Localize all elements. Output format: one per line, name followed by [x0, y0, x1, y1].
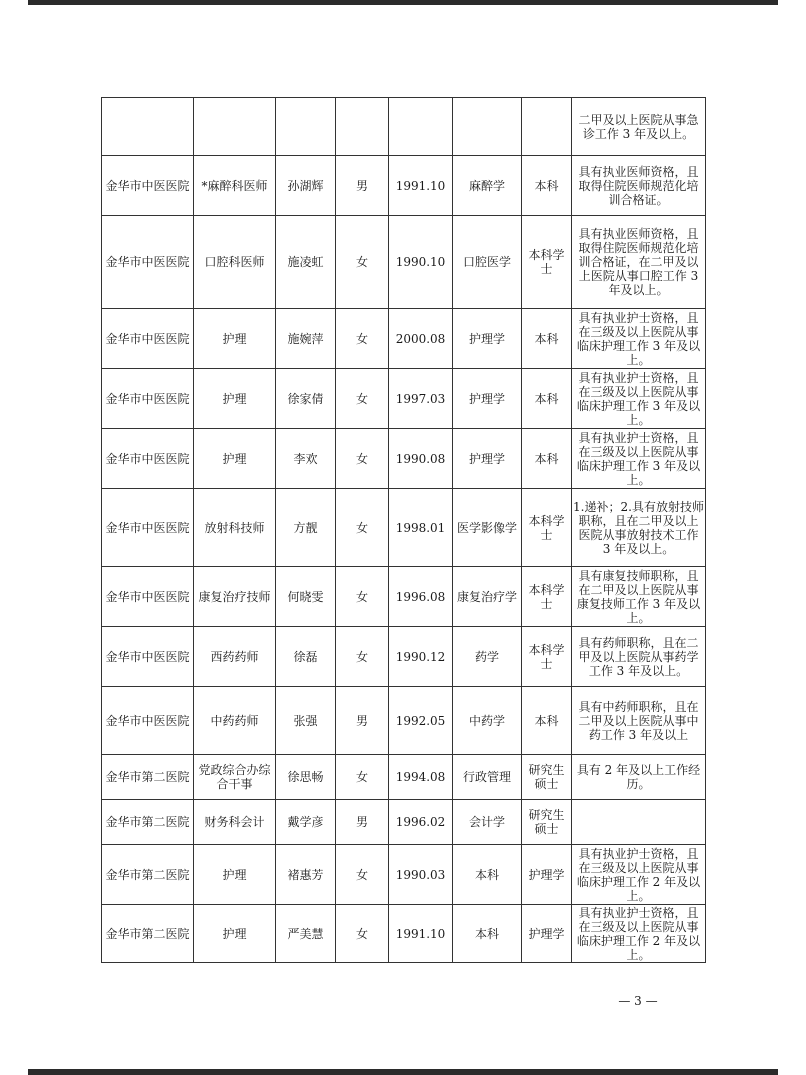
table-row — [102, 687, 706, 755]
cell-degree: 护理学 — [522, 905, 572, 963]
cell-gender: 女 — [336, 567, 389, 627]
cell-gender: 女 — [336, 627, 389, 687]
cell-unit: 金华市中医医院 — [102, 216, 194, 309]
table-row — [102, 755, 706, 800]
cell-degree: 护理学 — [522, 845, 572, 905]
cell-name: 张强 — [276, 687, 336, 755]
cell-gender: 男 — [336, 687, 389, 755]
cell-degree: 研究生硕士 — [522, 755, 572, 800]
cell-major: 本科 — [453, 905, 522, 963]
cell-requirement: 具有执业医师资格，且取得住院医师规范化培训合格证，在二甲及以上医院从事口腔工作 3 年及以上。 — [572, 216, 706, 309]
table-row — [102, 489, 706, 567]
cell-major: 麻醉学 — [453, 156, 522, 216]
table-row — [102, 156, 706, 216]
cell-position — [194, 98, 276, 156]
table-row — [102, 627, 706, 687]
cell-gender — [336, 98, 389, 156]
cell-position: 口腔科医师 — [194, 216, 276, 309]
cell-major: 行政管理 — [453, 755, 522, 800]
cell-position: 护理 — [194, 905, 276, 963]
cell-requirement: 具有中药师职称，且在二甲及以上医院从事中药工作 3 年及以上 — [572, 687, 706, 755]
cell-major: 护理学 — [453, 429, 522, 489]
top-border-bar — [28, 0, 778, 5]
cell-name: 徐家倩 — [276, 369, 336, 429]
cell-requirement: 具有药师职称，且在二甲及以上医院从事药学工作 3 年及以上。 — [572, 627, 706, 687]
cell-requirement: 具有执业护士资格，且在三级及以上医院从事临床护理工作 2 年及以上。 — [572, 845, 706, 905]
cell-degree: 本科 — [522, 429, 572, 489]
cell-major: 中药学 — [453, 687, 522, 755]
cell-major: 会计学 — [453, 800, 522, 845]
table-row — [102, 309, 706, 369]
page-number: — 3 — — [618, 994, 658, 1008]
cell-requirement — [572, 800, 706, 845]
cell-position: 护理 — [194, 309, 276, 369]
cell-requirement: 具有执业护士资格，且在三级及以上医院从事临床护理工作 3 年及以上。 — [572, 429, 706, 489]
cell-degree: 本科 — [522, 369, 572, 429]
cell-major: 护理学 — [453, 309, 522, 369]
cell-unit: 金华市中医医院 — [102, 429, 194, 489]
cell-gender: 女 — [336, 216, 389, 309]
cell-position: 放射科技师 — [194, 489, 276, 567]
cell-degree — [522, 98, 572, 156]
cell-name: 施婉萍 — [276, 309, 336, 369]
table-body — [102, 98, 706, 963]
cell-requirement: 1.递补；2.具有放射技师职称，且在二甲及以上医院从事放射技术工作 3 年及以上。 — [572, 489, 706, 567]
table-row — [102, 98, 706, 156]
cell-unit: 金华市第二医院 — [102, 800, 194, 845]
cell-major: 医学影像学 — [453, 489, 522, 567]
cell-unit: 金华市中医医院 — [102, 627, 194, 687]
cell-birth: 2000.08 — [389, 309, 453, 369]
cell-position: 西药药师 — [194, 627, 276, 687]
cell-major: 药学 — [453, 627, 522, 687]
cell-position: 护理 — [194, 429, 276, 489]
cell-degree: 本科 — [522, 687, 572, 755]
cell-unit: 金华市第二医院 — [102, 755, 194, 800]
personnel-table — [101, 97, 706, 963]
cell-position: 党政综合办综合干事 — [194, 755, 276, 800]
cell-unit: 金华市中医医院 — [102, 309, 194, 369]
cell-degree: 本科 — [522, 156, 572, 216]
cell-unit: 金华市第二医院 — [102, 845, 194, 905]
cell-birth: 1990.03 — [389, 845, 453, 905]
table-row — [102, 369, 706, 429]
cell-major: 护理学 — [453, 369, 522, 429]
cell-degree: 本科学士 — [522, 627, 572, 687]
cell-name: 徐磊 — [276, 627, 336, 687]
cell-birth: 1990.08 — [389, 429, 453, 489]
cell-birth: 1990.12 — [389, 627, 453, 687]
cell-requirement: 具有执业护士资格，且在三级及以上医院从事临床护理工作 3 年及以上。 — [572, 309, 706, 369]
cell-unit: 金华市第二医院 — [102, 905, 194, 963]
cell-birth: 1996.08 — [389, 567, 453, 627]
cell-name: 严美慧 — [276, 905, 336, 963]
cell-gender: 女 — [336, 905, 389, 963]
cell-unit — [102, 98, 194, 156]
cell-gender: 女 — [336, 845, 389, 905]
cell-gender: 女 — [336, 309, 389, 369]
cell-birth: 1990.10 — [389, 216, 453, 309]
cell-birth: 1991.10 — [389, 905, 453, 963]
cell-gender: 女 — [336, 369, 389, 429]
cell-name: 何晓雯 — [276, 567, 336, 627]
cell-gender: 女 — [336, 429, 389, 489]
cell-requirement: 具有康复技师职称，且在二甲及以上医院从事康复技师工作 3 年及以上。 — [572, 567, 706, 627]
cell-position: 康复治疗技师 — [194, 567, 276, 627]
cell-requirement: 具有执业医师资格，且取得住院医师规范化培训合格证。 — [572, 156, 706, 216]
cell-name: 施凌虹 — [276, 216, 336, 309]
cell-unit: 金华市中医医院 — [102, 687, 194, 755]
cell-degree: 本科学士 — [522, 216, 572, 309]
cell-gender: 男 — [336, 156, 389, 216]
cell-degree: 本科 — [522, 309, 572, 369]
cell-name: 孙湖辉 — [276, 156, 336, 216]
cell-gender: 男 — [336, 800, 389, 845]
cell-requirement: 具有执业护士资格，且在三级及以上医院从事临床护理工作 3 年及以上。 — [572, 369, 706, 429]
cell-degree: 本科学士 — [522, 489, 572, 567]
cell-name: 徐思畅 — [276, 755, 336, 800]
cell-requirement: 二甲及以上医院从事急诊工作 3 年及以上。 — [572, 98, 706, 156]
cell-birth: 1996.02 — [389, 800, 453, 845]
cell-birth: 1992.05 — [389, 687, 453, 755]
cell-requirement: 具有执业护士资格，且在三级及以上医院从事临床护理工作 2 年及以上。 — [572, 905, 706, 963]
cell-name — [276, 98, 336, 156]
table-row — [102, 800, 706, 845]
cell-unit: 金华市中医医院 — [102, 567, 194, 627]
cell-birth: 1994.08 — [389, 755, 453, 800]
cell-name: 褚惠芳 — [276, 845, 336, 905]
cell-gender: 女 — [336, 755, 389, 800]
table-row — [102, 429, 706, 489]
cell-major: 本科 — [453, 845, 522, 905]
cell-position: 护理 — [194, 369, 276, 429]
cell-position: 护理 — [194, 845, 276, 905]
cell-major: 康复治疗学 — [453, 567, 522, 627]
cell-birth: 1991.10 — [389, 156, 453, 216]
cell-unit: 金华市中医医院 — [102, 156, 194, 216]
cell-degree: 研究生硕士 — [522, 800, 572, 845]
cell-unit: 金华市中医医院 — [102, 369, 194, 429]
cell-name: 方靓 — [276, 489, 336, 567]
cell-position: 财务科会计 — [194, 800, 276, 845]
cell-position: 中药药师 — [194, 687, 276, 755]
table-row — [102, 845, 706, 905]
cell-birth — [389, 98, 453, 156]
cell-unit: 金华市中医医院 — [102, 489, 194, 567]
cell-major: 口腔医学 — [453, 216, 522, 309]
cell-name: 李欢 — [276, 429, 336, 489]
cell-degree: 本科学士 — [522, 567, 572, 627]
cell-gender: 女 — [336, 489, 389, 567]
cell-name: 戴学彦 — [276, 800, 336, 845]
bottom-border-bar — [28, 1069, 778, 1075]
cell-major — [453, 98, 522, 156]
cell-position: *麻醉科医师 — [194, 156, 276, 216]
cell-birth: 1998.01 — [389, 489, 453, 567]
table-row — [102, 905, 706, 963]
table-row — [102, 567, 706, 627]
cell-requirement: 具有 2 年及以上工作经历。 — [572, 755, 706, 800]
cell-birth: 1997.03 — [389, 369, 453, 429]
table-row — [102, 216, 706, 309]
